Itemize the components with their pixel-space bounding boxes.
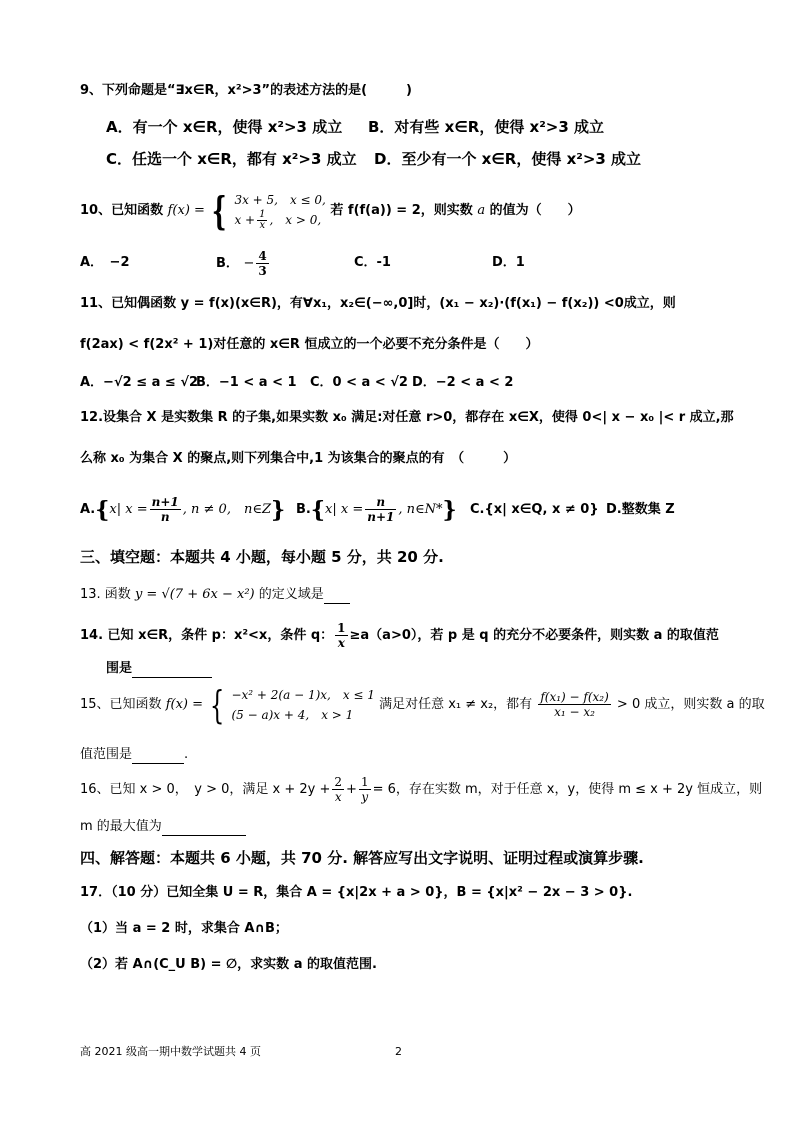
- q9-option-a: A．有一个 x∈R，使得 x²>3 成立: [106, 118, 343, 136]
- q10-option-d: D．1: [492, 255, 525, 270]
- q9-stem: 9、下列命题是“∃x∈R，x²>3”的表述方法的是( ): [80, 83, 412, 98]
- q10-case1: 3x + 5, x ≤ 0,: [234, 193, 326, 207]
- q16-line1: 16、已知 x > 0， y > 0，满足 x + 2y + $\frac{2}{x}$ + $\frac{1}{y}$ = 6，存在实数 m，对于任意 x，y，使得 m ≤ x + 2y 恒成立，则: [80, 775, 763, 804]
- q10-brace: {: [212, 187, 228, 233]
- q9-option-d: D．至少有一个 x∈R，使得 x²>3 成立: [374, 150, 642, 168]
- q17-part2: （2）若 A∩(C_U B) = ∅，求实数 a 的取值范围.: [80, 957, 377, 972]
- footer-exam-title: 高 2021 级高一期中数学试题共 4 页: [80, 1045, 261, 1058]
- q11-option-a: A．−√2 ≤ a ≤ √2: [80, 375, 199, 390]
- q10-stem: [80, 186, 581, 236]
- q14-line1: 14. 已知 x∈R，条件 p：x²<x，条件 q： $\frac{1}{x}$ ≥a（a>0），若 p 是 q 的充分不必要条件，则实数 a 的取值范: [80, 621, 719, 650]
- q10-function-name: f(x) =: [167, 203, 205, 218]
- q11-option-b: B．−1 < a < 1: [196, 375, 297, 390]
- q10-option-b: B． − $\frac{4}{3}$: [216, 249, 267, 278]
- q16-line2: m 的最大值为: [80, 818, 246, 836]
- q14-answer-blank[interactable]: [132, 663, 212, 678]
- q13-pre: 13. 函数: [80, 587, 131, 602]
- q15-answer-blank[interactable]: [132, 749, 184, 764]
- q10-condition: 若 f(f(a)) = 2，则实数: [330, 203, 473, 218]
- footer-page-number: 2: [395, 1045, 402, 1058]
- q11-line2: f(2ax) < f(2x² + 1)对任意的 x∈R 恒成立的一个必要不充分条件是（ ）: [80, 337, 539, 352]
- q13-expression: y = √(7 + 6x − x²): [134, 587, 255, 602]
- q10-option-c: C．-1: [354, 255, 391, 270]
- q11-line1: 11、已知偶函数 y = f(x)(x∈R)，有∀x₁，x₂∈(−∞,0]时，(x₁ − x₂)·(f(x₁) − f(x₂)) <0成立，则: [80, 296, 676, 311]
- q10-case2: x + $\frac{1}{x}$ , x > 0,: [234, 209, 322, 231]
- q12-line1: 12.设集合 X 是实数集 R 的子集,如果实数 x₀ 满足:对任意 r>0，都存在 x∈X，使得 0<| x − x₀ |< r 成立,那: [80, 410, 734, 425]
- q12-option-b: B.{x| x = $\frac{n}{n+1}$ , n∈N*}: [296, 495, 457, 524]
- q16-answer-blank[interactable]: [162, 821, 246, 836]
- q10-prefix: 10、已知函数: [80, 203, 164, 218]
- q10-option-a: A． −2: [80, 255, 130, 270]
- q14-line2: 围是: [106, 660, 212, 678]
- q15-line2: 值范围是 .: [80, 747, 189, 762]
- q12-line2: 么称 x₀ 为集合 X 的聚点,则下列集合中,1 为该集合的聚点的有 （ ）: [80, 451, 517, 466]
- q11-option-d: D．−2 < a < 2: [412, 375, 514, 390]
- q11-option-c: C．0 < a < √2: [310, 375, 408, 390]
- q12-option-a: A.{x| x = $\frac{n+1}{n}$ , n ≠ 0, n∈Z}: [80, 495, 286, 524]
- q10-suffix: 的值为（ ）: [489, 203, 581, 218]
- q10-var-a: a: [477, 203, 486, 218]
- q15-piecewise: −x² + 2(a − 1)x, x ≤ 1 (5 − a)x + 4, x > 1: [231, 687, 375, 722]
- q12-option-d: D.整数集 Z: [606, 502, 675, 517]
- q9-option-b: B．对有些 x∈R，使得 x²>3 成立: [368, 118, 605, 136]
- q17-stem: 17．（10 分）已知全集 U = R，集合 A = {x|2x + a > 0}，B = {x|x² − 2x − 3 > 0}.: [80, 885, 633, 900]
- q13-answer-blank[interactable]: [324, 589, 350, 604]
- q9-option-c: C．任选一个 x∈R，都有 x²>3 成立: [106, 150, 357, 168]
- q17-part1: （1）当 a = 2 时，求集合 A∩B；: [80, 921, 288, 936]
- q12-option-c: C.{x| x∈Q, x ≠ 0}: [470, 502, 599, 517]
- q10-piecewise: [234, 190, 325, 231]
- q13-post: 的定义域是: [258, 587, 324, 602]
- q15-brace: {: [209, 682, 225, 727]
- section-4-heading: 四、解答题：本题共 6 小题，共 70 分. 解答应写出文字说明、证明过程或演算步骤.: [80, 849, 644, 867]
- section-3-heading: 三、填空题：本题共 4 小题，每小题 5 分，共 20 分.: [80, 548, 444, 566]
- q13-stem: [80, 586, 350, 604]
- q15-line1: 15、已知函数 f(x) = { −x² + 2(a − 1)x, x ≤ 1 (5 − a)x + 4, x > 1 满足对任意 x₁ ≠ x₂，都有 $\frac{\text{f(x₁) − f(x₂)}}{\text{x₁ − x₂}}$ > 0 成立，则实数 a 的取: [80, 682, 765, 727]
